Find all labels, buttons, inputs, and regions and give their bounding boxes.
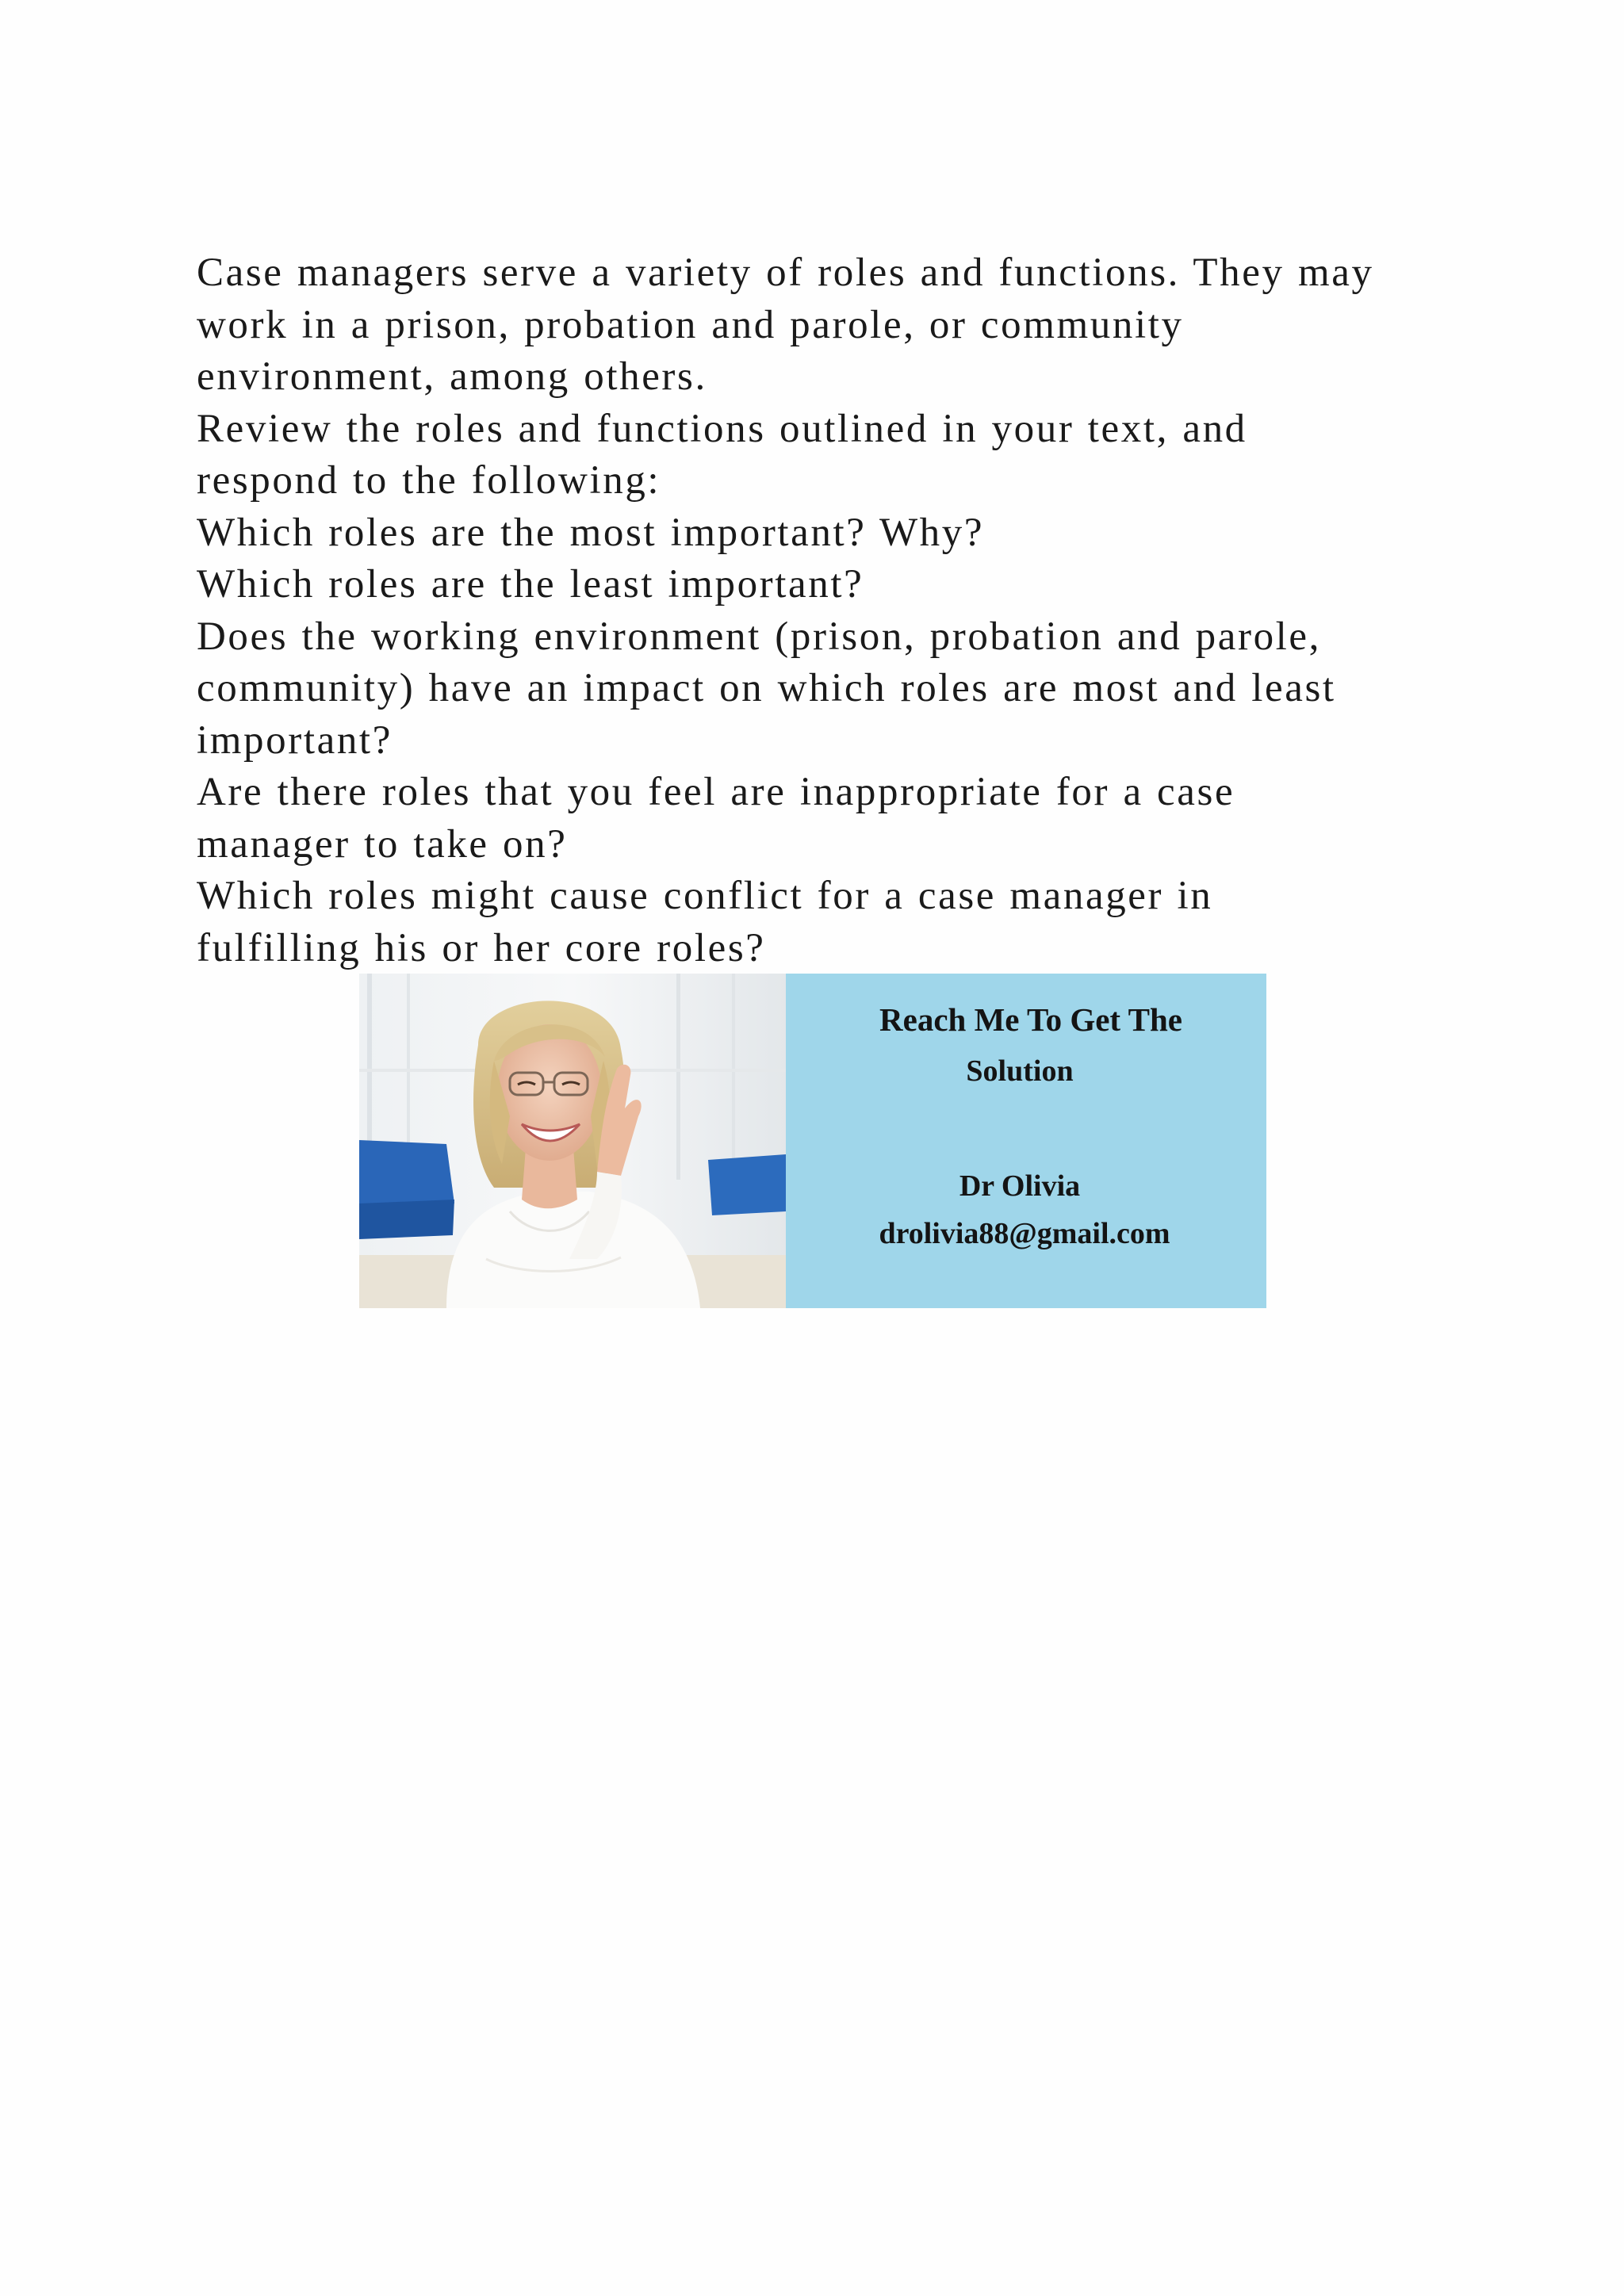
text-line: Does the working environment (prison, probation and parole,: [197, 614, 1322, 659]
text-line: Review the roles and functions outlined in your text, and: [197, 406, 1247, 451]
smiling-woman-photo: [359, 974, 786, 1308]
ad-heading-line-1: Reach Me To Get The: [879, 1001, 1182, 1038]
text-line: Which roles are the most important? Why?: [197, 510, 985, 555]
ad-contact-name: Dr Olivia: [959, 1169, 1081, 1203]
text-line: fulfilling his or her core roles?: [197, 925, 766, 970]
document-body-text: [197, 247, 1434, 974]
text-line: environment, among others.: [197, 354, 707, 399]
text-line: respond to the following:: [197, 458, 661, 503]
contact-info-panel: [786, 974, 1266, 1308]
text-line: manager to take on?: [197, 821, 568, 867]
text-line: work in a prison, probation and parole, or community: [197, 302, 1184, 347]
text-line: community) have an impact on which roles are most and least: [197, 666, 1336, 710]
contact-ad-banner: [359, 974, 1266, 1308]
text-line: Which roles are the least important?: [197, 562, 864, 607]
text-line: Which roles might cause conflict for a case manager in: [197, 874, 1213, 918]
text-line: Are there roles that you feel are inappropriate for a case: [197, 770, 1235, 814]
text-line: Case managers serve a variety of roles and functions. They may: [197, 251, 1374, 295]
text-line: important?: [197, 718, 393, 763]
ad-contact-email: drolivia88@gmail.com: [879, 1217, 1170, 1250]
ad-heading-line-2: Solution: [966, 1054, 1074, 1088]
